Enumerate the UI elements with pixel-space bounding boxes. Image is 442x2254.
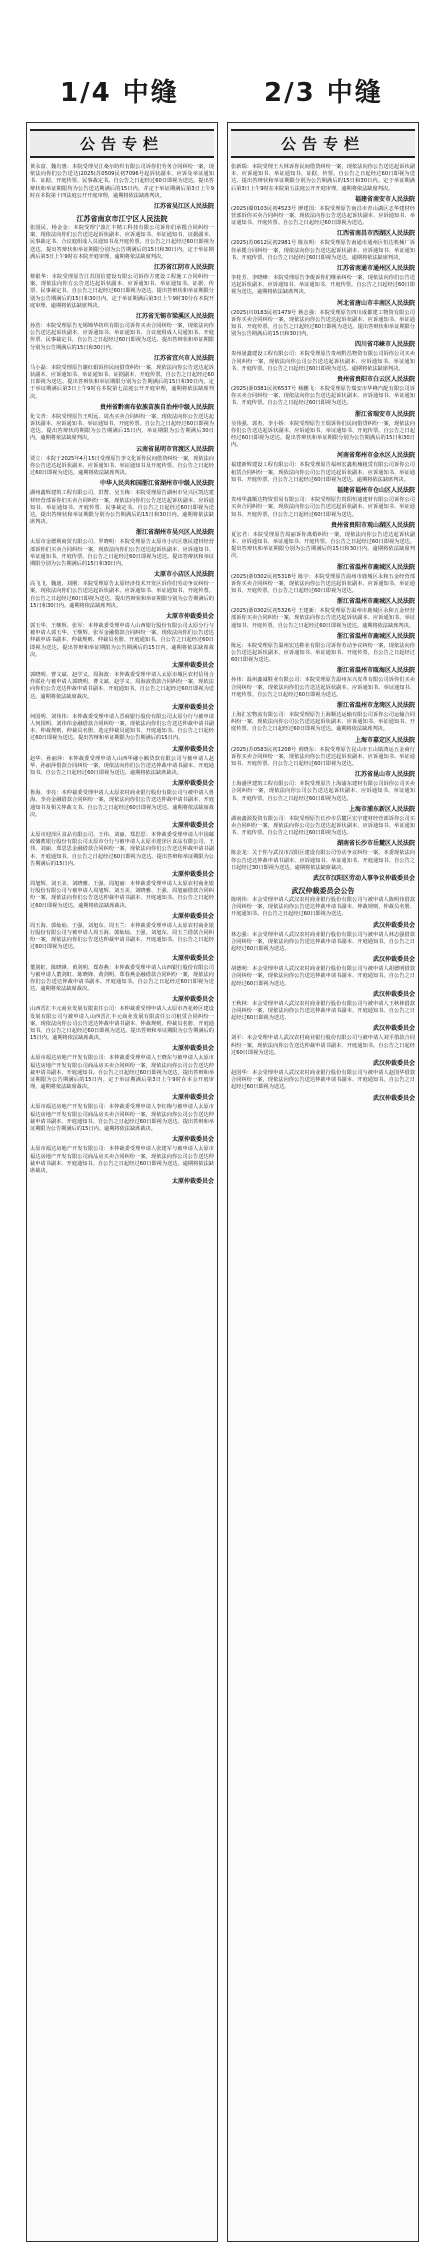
announcement-signature: 武汉仲裁委员会 [372,1094,415,1102]
right-announcement-list [231,164,415,1102]
announcement-text: 上海盛世建筑工程有限公司：本院受理原告上海浦东建材有限公司诉你公司买卖合同纠纷一案，现依法向你公司公告送达起诉状副本、应诉通知书、举证通知书、开庭传票。自公告之日起经过60日即视为送达。 [231,781,415,802]
announcement-text: 王秋林：本会受理申请人武汉农村商业银行股份有限公司与被申请人王秋林借款合同纠纷一案，现依法向你公告送达仲裁申请书副本、开庭通知书。自公告之日起经过60日即视为送达。 [231,1000,415,1022]
announcement-title: 武汉仲裁委员会公告 [291,887,355,895]
announcement-text: 鲁海、李亮：本仲裁委受理申请人太原农村商业银行股份有限公司与被申请人鲁海、李亮金融借款合同纠纷一案，现依法向你们公告送达仲裁申请书副本、开庭通知书及相关仲裁文书。自公告之日起经过60日即视为送达。逾期将依法缺席裁决。 [30,790,214,818]
announcement-text: 何国明、刘伟伟：本仲裁委受理申请人晋商银行股份有限公司太原分行与被申请人何国明、刘伟伟金融借款合同纠纷一案，现依法向你们公告送达仲裁申请书副本、仲裁规则、仲裁员名册、选定仲裁员通知书、开庭通知书。自公告之日起经过60日即视为送达。提出答辩和举证期限为公告期满后的15日内。 [30,713,214,742]
announcement-signature: 云南省昆明市官渡区人民法院 [135,445,214,453]
announcement-signature: 贵州省贵阳市白云区人民法院 [336,376,415,384]
announcement-signature: 太原仲裁委员会 [171,1094,214,1102]
announcement-text: 太原市福达房地产开发有限公司：本仲裁委受理申请人张建军与被申请人太原市福达房地产开发有限公司商品房买卖合同纠纷一案，现依法向你公司公告送达仲裁申请书副本、开庭通知书。自公告之日起经过60日即视为送达。逾期将依法缺席裁决。 [30,1146,214,1174]
announcement-text: (2025)浙0381民初6537号 杨鹏飞：本院受理原告瑞安市华峰汽配有限公司诉你买卖合同纠纷一案，现依法向你公告送达起诉状副本、应诉通知书、举证通知书、开庭传票。自公告之日起经过60日即视为送达。 [231,386,415,407]
announcement-text: 郭晓明、曹文斌、赵学义、周海波：本仲裁委受理申请人太原市城区农村信用合作联社与被申请人郭晓明、曹文斌、赵学义、周海波借款合同纠纷一案，现依法向你们公告送达仲裁申请书副本、开庭通知书。自公告之日起经过60日即视为送达。逾期将依法缺席裁决。 [30,671,214,700]
announcement-text: 林志强：本会受理申请人武汉农村商业银行股份有限公司与被申请人林志强借款合同纠纷一案，现依法向你公告送达仲裁申请书副本、开庭通知书。自公告之日起经过60日即视为送达。 [231,931,415,953]
left-column-label: 1/4 中缝 [60,78,179,108]
announcement-text: 胡德明：本会受理申请人武汉农村商业银行股份有限公司与被申请人胡德明借款合同纠纷一案，现依法向你公告送达仲裁申请书副本、开庭通知书。自公告之日起经过60日即视为送达。 [231,966,415,987]
announcement-text: 孙伟：温州鑫诚鞋业有限公司：本院受理原告温州东兴皮革有限公司诉你们买卖合同纠纷一案，现依法向你们公告送达起诉状副本、应诉通知书、举证通知书、开庭传票。自公告之日起经过60日即视为送达。 [231,677,415,698]
announcement-text: 周玉海、郭灿灿、王强、刘旭东、周玉兰：本仲裁委受理申请人太原农村商业银行股份有限公司与被申请人周玉海、郭灿灿、王强、刘旭东、周玉兰借款合同纠纷一案，现依法向你们公告送达仲裁申请书副本、开庭通知书。自公告之日起经过60日即视为送达。 [30,922,214,951]
announcement-signature: 江西省南昌市西湖区人民法院 [336,230,415,238]
announcement-text: 贵州华鑫顺达物资贸易有限公司：本院受理原告贵阳恒通建材有限公司诉你公司买卖合同纠纷一案，现依法向你公司公告送达起诉状副本、应诉通知书、举证通知书、开庭传票。自公告之日起经过60日即视为送达。 [231,497,415,518]
announcement-text: 李桂芳、李晓峰：本院受理原告李俊诉你们继承纠纷一案，现依法向你们公告送达起诉状副本、应诉通知书、举证通知书、开庭传票。自公告之日起经过60日即视为送达。逾期将依法缺席判决。 [231,275,415,296]
announcement-signature: 太原仲裁委员会 [171,996,214,1004]
announcement-signature: 福建省福州市仓山区人民法院 [336,487,415,495]
announcement-text: 赵华、孙丽萍：本仲裁委受理申请人山西华融小额贷款有限公司与被申请人赵华、孙丽萍借款合同纠纷一案，现依法向你们公告送达仲裁申请书副本、开庭通知书。自公告之日起经过60日即视为送达。逾期将依法缺席裁决。 [30,755,214,776]
announcement-text: 张新瑞：本院受理王大林诉你民间借贷纠纷一案，现依法向你公告送达起诉状副本、应诉通知书、举证通知书、证据、传票。自公告之日起经过60日即视为送达。提出答辩状和举证期限分别为公告期满后的15日和30日内。定于举证期满后第3日上午9时在本院第五法庭公开开庭审理，逾期将依法缺席判决。 [231,164,415,192]
announcement-signature: 上海市浦东新区人民法院 [348,805,415,813]
announcement-text: 夏宏君：本院受理原告周丽诉你离婚纠纷一案，现依法向你公告送达起诉状副本、应诉通知书、举证通知书、开庭传票。自公告之日起经过60日即视为送达。提出答辩状和举证期限分别为公告期满后的15日和30日内。逾期将依法缺席判决。 [231,531,415,560]
announcement-signature: 江苏省宜兴市人民法院 [153,354,214,362]
announcement-text: 郭玉华、王继辉、张军：本仲裁委受理申请人山西银行股份有限公司太原分行与被申请人郭玉华、王继辉、张军金融借款合同纠纷一案，现依法向你们公告送达仲裁申请书副本、仲裁规则、仲裁员名册、开庭通知书。自公告之日起经过60日即视为送达。提出答辩和举证期限为公告期满后的15日内。逾期将依法缺席裁决。 [30,622,214,658]
announcement-text: (2025)苏0583民初1208号 黄晓东：本院受理原告昆山市玉山镇鸿运五金商行诉你买卖合同纠纷一案，现依法向你公告送达起诉状副本、应诉通知书、举证通知书、开庭传票。自公告之日起经过60日即视为送达。 [231,746,415,767]
announcement-signature: 太原仲裁委员会 [171,1178,214,1186]
announcement-signature: 太原仲裁委员会 [171,912,214,920]
announcement-signature: 贵州省贵阳市观山湖区人民法院 [330,521,415,529]
announcement-text: 湖南鑫源投资有限公司：本院受理原告长沙市岳麓区宏宇建材经营部诉你公司买卖合同纠纷一案，现依法向你公司公告送达起诉状副本、应诉通知书、举证通知书、开庭传票。自公告之日起经过60日即视为送达。 [231,815,415,837]
announcement-text: 刘平：本会受理申请人武汉农村商业银行股份有限公司与被申请人刘平借款合同纠纷一案，现依法向你公告送达仲裁申请书副本、开庭通知书。自公告之日起经过60日即视为送达。 [231,1035,415,1056]
announcement-signature: 浙江省温州市瓯海区人民法院 [336,667,415,675]
announcement-signature: 太原仲裁委员会 [171,703,214,711]
announcement-signature: 河南省郑州市金水区人民法院 [336,452,415,460]
announcement-signature: 太原市仲裁委员会 [165,612,214,620]
announcement-text: 福建新辉建设工程有限公司：本院受理原告福州宏鑫机械租赁有限公司诉你公司租赁合同纠纷一案，现依法向你公司公告送达起诉状副本、应诉通知书、举证通知书、开庭传票。自公告之日起经过60日即视为送达。逾期将依法缺席判决。 [231,462,415,483]
announcement-signature: 浙江省温州市鹿城区人民法院 [336,632,415,640]
announcement-text: 张国民、杨金金：本院受理宁波汇丰精工科技有限公司诉你们承揽合同纠纷一案，现依法向你们公告送达起诉状副本、应诉通知书、举证通知书、证据副本、民事裁定书、合议庭组成人员通知书及开庭传票。自公告之日起经过60日即视为送达。提出答辩状和举证期限分别为公告期满后的15日和30日内。定于举证期满后第3日上午9时在本院开庭审理，逾期将依法缺席判决。 [30,225,214,260]
announcement-signature: 浙江省温州市鹿城区人民法院 [336,563,415,571]
announcement-signature: 太原仲裁委员会 [171,780,214,788]
announcement-text: 陈金龙：关于你与武汉市汉阳区建设有限公司劳动争议纠纷一案，本委现依法向你公告送达仲裁申请书副本、应诉通知书、举证通知书、开庭通知书。自公告之日起经过30日即视为送达。逾期将依法缺席裁决。 [231,850,415,871]
announcement-signature: 太原市小店区人民法院 [153,571,214,579]
announcement-text: (2025)苏0612民初2981号 陈东明：本院受理原告南通市通州区恒达机械厂诉你承揽合同纠纷一案，现依法向你公告送达起诉状副本、应诉通知书、举证通知书、开庭传票。自公告之日起经过60日即视为送达。逾期将依法缺席判决。 [231,240,415,261]
announcement-text: (2025)赣0103民初4523号 廖建国：本院受理原告南昌市青山湖区志华建材经营部诉你买卖合同纠纷一案，现依法向你公告送达起诉状副本、应诉通知书、举证通知书、开庭传票。自公告之日起经过60日即视为送达。 [231,205,415,227]
announcement-title: 江苏省南京市江宁区人民法院 [76,215,168,224]
announcement-text: 湖州鑫辉建筑工程有限公司、洪赞、吴玉梅：本院受理原告湖州市吴兴区凯达建材经营部诉你们买卖合同纠纷一案，现依法向你们公告送达起诉状副本、应诉通知书、举证通知书、开庭传票、民事裁定书。自公告之日起经过60日即视为送达。提出答辩状和举证期限分别为公告期满后的15日和30日内。逾期将依法缺席判决。 [30,490,214,526]
announcement-signature: 武汉仲裁委员会 [372,921,415,929]
announcement-signature: 武汉市汉阳区劳动人事争议仲裁委员会 [312,875,415,882]
announcement-text: 马小磊：本院受理原告谢红娟诉你民间借贷纠纷一案，现依法向你公告送达起诉状副本、应诉通知书、举证通知书、证据副本、开庭传票。自公告之日起经过60日即视为送达。提出答辩状和举证期限分别为公告期满后的15日和30日内。定于举证期满后第3日上午9时在本院第七法庭公开开庭审理，逾期将依法缺席判决。 [30,364,214,400]
announcement-signature: 江苏省昆山市人民法院 [354,771,415,779]
announcement-signature: 太原仲裁委员会 [171,954,214,962]
announcement-text: 黄永富、魏有惠：本院受理吴江桑尔纺织有限公司诉你们劳务合同纠纷一案，现依法向你们公告送达(2025)苏0509民初7096号起诉状副本、应诉及举证通知书、证据、开庭传票、民事裁定书。自公告之日起经过60日即视为送达。提出答辩状和举证期限均为公告送达期满后的15日内。并定于举证期满后第3日上午9时在本院第十四法庭公开开庭审理，逾期将依法缺席判决。 [30,164,214,199]
announcement-text: 太原市福达房地产开发有限公司：本仲裁委受理申请人李红梅与被申请人太原市福达房地产开发有限公司商品房买卖合同纠纷一案，现依法向你公司公告送达仲裁申请书副本、开庭通知书。自公告之日起经过60日即视为送达。提出答辩和举证期限为公告期满后的15日内。逾期将依法缺席裁决。 [30,1104,214,1133]
announcement-text: 陈远：本院受理原告温州宏达鞋业有限公司诉你劳动争议纠纷一案，现依法向你公告送达起诉状副本、应诉通知书、举证通知书、开庭传票。自公告之日起经过60日即视为送达。 [231,642,415,664]
announcement-signature: 贵州省黔南布依族苗族自治州中级人民法院 [99,403,214,411]
announcement-signature: 江苏省江阴市人民法院 [153,264,214,272]
announcement-text: 周旭辉、刘玉美、刘晓雅、王强、周旭丽：本仲裁委受理申请人太原农村商业银行股份有限公司与被申请人周旭辉、刘玉美、刘晓雅、王强、周旭丽借款合同纠纷一案，现依法向你们公告送达仲裁申请书副本、开庭通知书。自公告之日起经过60日即视为送达。逾期将依法缺席裁决。 [30,881,214,909]
announcement-text: 高飞飞、魏迪、刘刚：本院受理原告太原经济技术开发区诉你们劳动争议纠纷一案，现依法向你们公告送达起诉状副本、应诉通知书、举证通知书、开庭传票。自公告之日起经过60日即视为送达。提出答辩状和举证期限分别为公告期满后的15日和30日内。逾期将依法缺席判决。 [30,581,214,609]
announcement-signature: 浙江省瑞安市人民法院 [354,410,415,418]
announcement-signature: 太原仲裁委员会 [171,1136,214,1144]
announcement-signature: 江苏省无锡市梁溪区人民法院 [135,313,214,321]
announcement-signature: 江苏省南通市通州区人民法院 [336,265,415,273]
right-announcement-column [227,122,419,2242]
announcement-text: (2025)川0183民初1479号 蒋志强：本院受理原告四川成都建工物资有限公司诉你买卖合同纠纷一案，现依法向你公告送达起诉状副本、应诉通知书、举证通知书、开庭传票。自公告之日起经过60日即视为送达。提出答辩状和举证期限分别为公告期满后的15日和30日内。 [231,309,415,338]
announcement-text: 陈明伟：本会受理申请人武汉农村商业银行股份有限公司与被申请人陈明伟借款合同纠纷一案，现依法向你公告送达仲裁申请书副本、仲裁规则、仲裁员名册、开庭通知书。自公告之日起经过60日即视为送达。 [231,897,415,918]
announcement-signature: 四川省邛崃市人民法院 [354,341,415,349]
announcement-signature: 河北省唐山市丰南区人民法院 [336,299,415,307]
announcement-signature: 浙江省温州市龙湾区人民法院 [336,701,415,709]
announcement-text: 蔡银华：本院受理原告江苏国信建设有限公司诉你方建设工程施工合同纠纷一案，现依法向你方公告送达起诉状副本、应诉通知书、举证通知书、证据、传票、民事裁定书。自公告之日起经过60日即视为送达。提出答辩状和举证期限分别为公告期满后的15日和30日内。定于举证期满后第3日上午9时30分在本院开庭审理，逾期将依法缺席判决。 [30,274,214,309]
announcement-text: 董剑虹、陈晓锋、黄剑明、郑春燕：本仲裁委受理申请人山西银行股份有限公司与被申请人董剑虹、陈晓锋、黄剑明、郑春燕金融借款合同纠纷一案，现依法向你们公告送达仲裁申请书副本、开庭通知书。自公告之日起经过60日即视为送达。逾期将依法缺席裁决。 [30,964,214,993]
announcement-signature: 武汉仲裁委员会 [372,1025,415,1033]
announcement-text: 吴伟强、郭杰、李小娇：本院受理原告王瑞诉你们民间借贷纠纷一案，现依法向你们公告送达起诉状副本、应诉通知书、举证通知书、开庭传票。自公告之日起经过60日即视为送达。提出答辩状和举证期限分别为公告期满后的15日和30日内。 [231,420,415,449]
announcement-text: 山西晋汇丰元商业发展有限责任公司：本仲裁委受理申请人太原市杏花岭区建设发展有限公司与被申请人山西晋汇丰元商业发展有限责任公司租赁合同纠纷一案，现依法向你公司公告送达仲裁申请书副本、仲裁规则、仲裁员名册、开庭通知书。自公告之日起经过60日即视为送达。提出答辩和举证期限为公告期满后的15日内。逾期将依法缺席裁决。 [30,1006,214,1042]
right-column-label: 2/3 中缝 [264,78,383,108]
announcement-text: 孙浩：本院受理原告无锡锦华纺织有限公司诉你买卖合同纠纷一案，现依法向你公告送达起诉状副本、应诉通知书、举证通知书、合议庭组成人员通知书、开庭传票、民事裁定书。自公告之日起经过60日即视为送达。提出答辩状和举证期限分别为公告期满后的15日和30日内。 [30,323,214,351]
announcement-text: 贾立：本院于2025年4月15日受理原告李文化诉你民间借贷纠纷一案，现依法向你公告送达起诉状副本、应诉通知书、举证通知书及开庭传票。自公告之日起经过60日即视为送达。逾期将依法缺席判决。 [30,455,214,477]
announcement-text: (2025)浙0302民初5318号 陈宇：本院受理原告温州市鹿城区永和五金经营部诉你买卖合同纠纷一案，现依法向你公告送达起诉状副本、应诉通知书、举证通知书、开庭传票。自公告之日起经过60日即视为送达。 [231,573,415,594]
announcement-signature: 太原仲裁委员会 [171,1045,214,1053]
left-announcement-column [26,122,218,2242]
announcement-signature: 太原仲裁委员会 [171,822,214,829]
announcement-signature: 浙江省温州市鹿城区人民法院 [336,598,415,606]
announcement-signature: 太原仲裁委员会 [171,745,214,753]
announcement-signature: 太原仲裁委员会 [171,871,214,879]
right-column-header: 公告专栏 [231,129,415,158]
left-announcement-list [30,164,214,1185]
announcement-text: 太原市迎泽区食品有限公司、王伟、刘丽、郑思思：本仲裁委受理申请人中国邮政储蓄银行股份有限公司太原市分行与被申请人太原市迎泽区食品有限公司、王伟、刘丽、郑思思金融借款合同纠纷一案，现依法向你们公告送达仲裁申请书副本、开庭通知书。自公告之日起经过60日即视为送达。提出答辩和举证期限为公告期满后的15日内。 [30,832,214,867]
announcement-text: 太原市福达房地产开发有限公司：本仲裁委受理申请人王晓东与被申请人太原市福达房地产开发有限公司商品房买卖合同纠纷一案，现依法向你公司公告送达仲裁申请书副本、开庭通知书。自公告之日起经过60日即视为送达。提出答辩和举证期限为公告期满后的15日内。定于举证期满后第3日上午9时在本会开庭审理，逾期将依法缺席裁决。 [30,1055,214,1091]
announcement-text: 贵州晟鑫建设工程有限公司：本院受理原告贵州黔昌物资有限公司诉你公司买卖合同纠纷一案，现依法向你公司公告送达起诉状副本、应诉通知书、举证通知书、开庭传票。自公告之日起经过60日即视为送达。逾期将依法缺席判决。 [231,351,415,372]
announcement-signature: 江苏省吴江区人民法院 [153,203,214,211]
announcement-signature: 武汉仲裁委员会 [372,956,415,964]
announcement-text: 上海汇宏物流有限公司：本院受理原告上海顺达运输有限公司诉你公司运输合同纠纷一案，现依法向你公司公告送达起诉状副本、应诉通知书、举证通知书、开庭传票。自公告之日起经过60日即视为送达。逾期将依法缺席判决。 [231,711,415,733]
left-column-header: 公告专栏 [30,129,214,158]
announcement-text: 赵国华：本会受理申请人武汉农村商业银行股份有限公司与被申请人赵国华借款合同纠纷一案，现依法向你公告送达仲裁申请书副本、开庭通知书。自公告之日起经过60日即视为送达。 [231,1070,415,1091]
announcement-signature: 武汉仲裁委员会 [372,990,415,998]
announcement-signature: 武汉仲裁委员会 [372,1060,415,1068]
announcement-text: (2025)浙0302民初5326号 王建新：本院受理原告温州市鹿城区永和五金经营部诉你买卖合同纠纷一案，现依法向你公告送达起诉状副本、应诉通知书、举证通知书、开庭传票。自公告之日起经过60日即视为送达。逾期将依法缺席判决。 [231,608,415,629]
announcement-signature: 太原仲裁委员会 [171,661,214,669]
announcement-signature: 湖南省长沙市岳麓区人民法院 [336,840,415,848]
announcement-text: 化文青：本院受理原告王明远、周杰买卖合同纠纷一案，现依法向你公告送达起诉状副本、应诉通知书、举证通知书、开庭传票。自公告之日起经过60日即视为送达。提出答辩状的期限为公告期满后15日内，举证期限为公告期满后30日内。逾期将依法缺席判决。 [30,413,214,442]
announcement-signature: 中华人民共和国浙江省湖州市中级人民法院 [99,480,214,488]
announcement-signature: 浙江省湖州市吴兴区人民法院 [135,529,214,537]
announcement-text: 太原市金德利商贸有限公司、罗晓明：本院受理原告太原市小店区惠民建材经营部诉你们买卖合同纠纷一案，现依法向你们公告送达起诉状副本、应诉通知书、举证通知书、开庭传票。自公告之日起经过60日即视为送达。提出答辩状和举证期限分别为公告期满后的15日和30日内。 [30,539,214,567]
announcement-signature: 福建省南安市人民法院 [354,195,415,203]
announcement-signature: 上海市嘉定区人民法院 [354,736,415,744]
